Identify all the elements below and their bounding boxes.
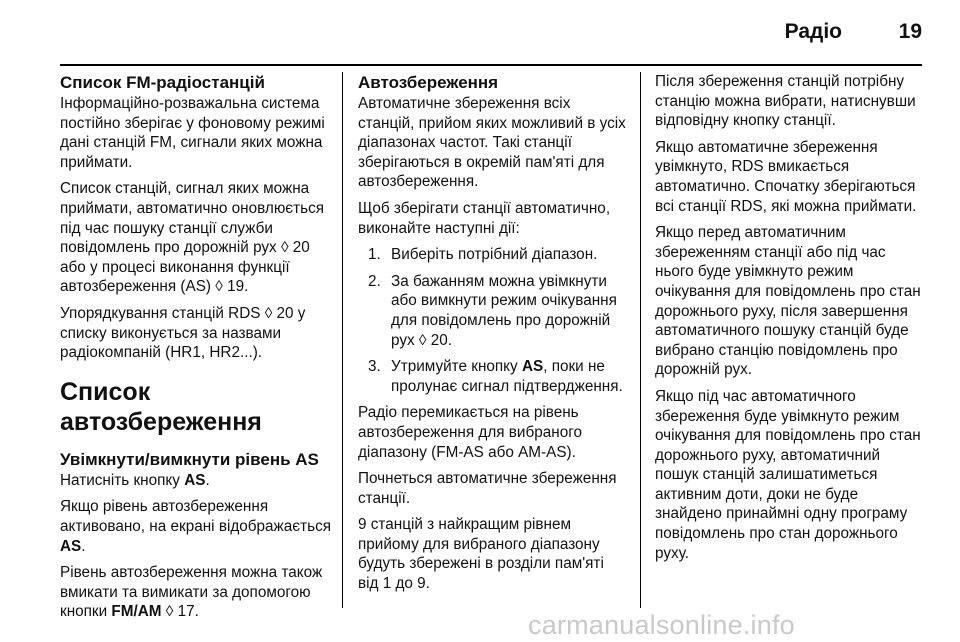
step-1 [358, 245, 628, 265]
paragraph [60, 471, 332, 491]
column-divider-1 [342, 72, 343, 608]
paragraph [60, 497, 332, 556]
step-number: 1. [368, 246, 381, 264]
step-number: 3. [368, 358, 381, 376]
column-divider-2 [640, 72, 641, 608]
fmam-button-label: FM/AM [111, 603, 162, 621]
paragraph: Після збереження станцій потрібну станцію можна вибрати, натиснувши відповідну кнопку станції. [655, 73, 916, 130]
as-button-label: AS [521, 358, 544, 376]
header-title: Радіо [784, 20, 842, 43]
text: Якщо рівень автозбереження активовано, на екрані відображається [60, 498, 332, 535]
heading-as-toggle: Увімкнути/вимкнути рівень AS [60, 449, 319, 469]
paragraph: Якщо перед автоматичним збереженням станції або під час нього буде увімкнуто режим очікування для повідомлень про стан дорожнього руху, після завершення автоматичного пошуку станцій буде вибрано станцію повідомлень про дорожній рух. [655, 224, 921, 379]
paragraph: Якщо автоматичне збереження увімкнуто, RDS вмикається автоматично. Спочатку зберігаються всі станції RDS, які можна приймати. [655, 138, 917, 215]
as-button-label: AS [60, 537, 82, 555]
column-2 [358, 72, 628, 601]
paragraph: Почнеться автоматичне збереження станції. [358, 470, 617, 507]
paragraph: Автоматичне збереження всіх станцій, прийом яких можливий в усіх діапазонах частот. Такі станції зберігаються в окремій пам'яті для автозбереження. [358, 95, 626, 191]
step-text: За бажанням можна увімкнути або вимкнути режим очікування для повідомлень про дорожній рух ◊ 20. [391, 272, 617, 349]
step-number: 2. [368, 272, 381, 290]
text: Рівень автозбереження можна також вмикати та вимикати за допомогою кнопки [60, 564, 323, 621]
heading-autostore-list: Список автозбереження [60, 377, 262, 436]
step-text: , поки не пролунає сигнал підтвердження. [391, 358, 623, 395]
text: ◊ 17. [161, 603, 199, 621]
paragraph: Якщо під час автоматичного збереження буде увімкнуто режим очікування для повідомлень про стан дорожнього руху, автоматичний пошук станцій залишатиметься активним доти, доки не буде знайдено принаймні одну програму повідомлень про стан дорожнього руху. [655, 387, 921, 562]
paragraph [60, 563, 332, 622]
page-header [0, 0, 960, 64]
paragraph: Радіо перемикається на рівень автозбереження для вибраного діапазону (FM-AS або AM-AS). [358, 404, 582, 461]
text: Натисніть кнопку [60, 471, 185, 489]
heading-fm-station-list: Список FM-радіостанцій [60, 73, 265, 92]
column-1 [60, 72, 332, 629]
step-2 [358, 272, 628, 350]
header-rule [60, 64, 922, 66]
paragraph: Щоб зберігати станції автоматично, виконайте наступні дії: [358, 199, 611, 237]
step-3 [358, 357, 628, 396]
paragraph: 9 станцій з найкращим рівнем прийому для вибраного діапазону будуть збережені в розділи пам'яті від 1 до 9. [358, 516, 604, 593]
step-text: Виберіть потрібний діапазон. [391, 246, 598, 264]
watermark: carmanualsonline.info [528, 610, 795, 640]
paragraph: Упорядкування станцій RDS ◊ 20 у списку виконується за назвами радіокомпаній (HR1, HR2...). [60, 304, 306, 362]
heading-autostore: Автозбереження [358, 73, 499, 92]
column-3 [655, 72, 927, 570]
page-number: 19 [898, 20, 922, 43]
text: . [81, 537, 86, 555]
text: . [205, 471, 210, 489]
as-button-label: AS [184, 471, 206, 489]
step-text: Утримуйте кнопку [391, 358, 522, 376]
paragraph: Інформаційно-розважальна система постійно зберігає у фоновому режимі дані станцій FM, сигнали яких можна приймати. [60, 95, 325, 171]
paragraph: Список станцій, сигнал яких можна приймати, автоматично оновлюється під час пошуку станції служби повідомлень про дорожній рух ◊ 20 або у процесі виконання функції автозбереження (AS) ◊ 19. [60, 180, 325, 296]
